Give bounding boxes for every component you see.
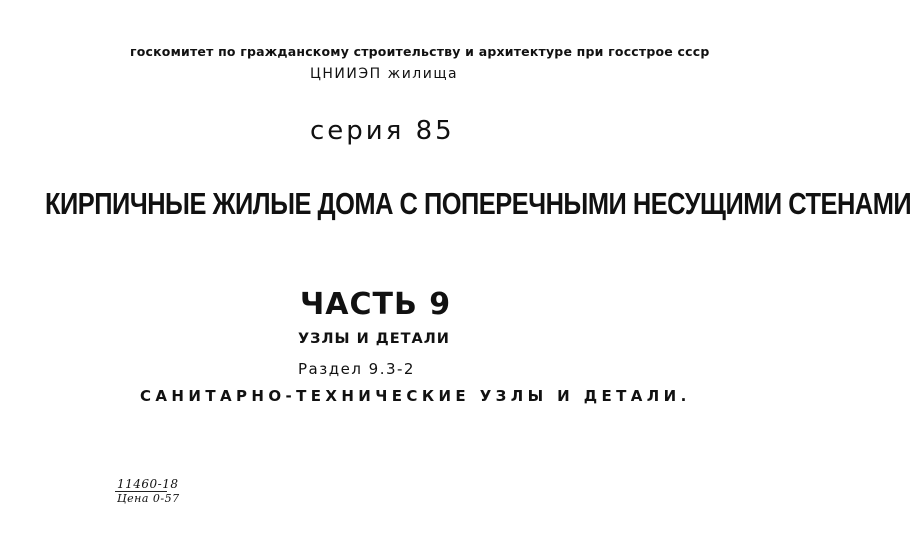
section-number: Раздел 9.3-2 bbox=[298, 360, 415, 378]
price-label: Цена 0-57 bbox=[117, 492, 180, 505]
document-title: КИРПИЧНЫЕ ЖИЛЫЕ ДОМА С ПОПЕРЕЧНЫМИ НЕСУЩИМИ СТЕНАМИ bbox=[45, 186, 911, 221]
institute-name: ЦНИИЭП жилища bbox=[310, 66, 459, 82]
series-label: серия 85 bbox=[310, 116, 455, 146]
part-number: ЧАСТЬ 9 bbox=[300, 287, 452, 322]
organization-heading: госкомитет по гражданскому строительству и архитектуре при госстрое ссср bbox=[130, 44, 710, 59]
part-subtitle: УЗЛЫ И ДЕТАЛИ bbox=[298, 331, 450, 347]
catalog-code: 11460-18 bbox=[117, 477, 179, 491]
section-title: САНИТАРНО-ТЕХНИЧЕСКИЕ УЗЛЫ И ДЕТАЛИ. bbox=[140, 387, 691, 405]
